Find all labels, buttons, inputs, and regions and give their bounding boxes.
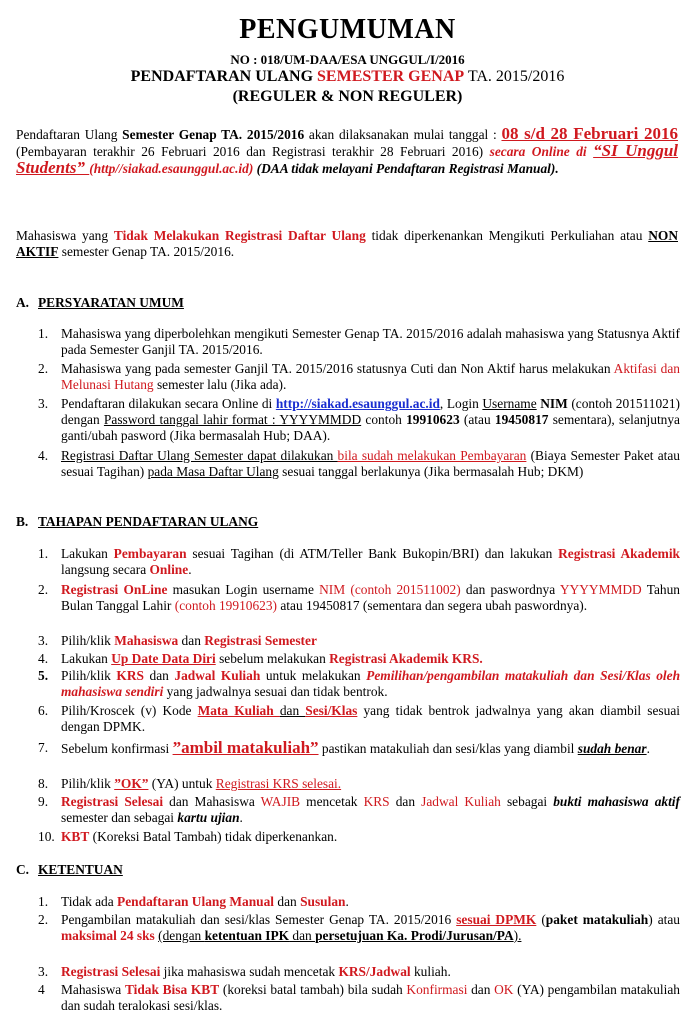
intro-paragraph-2: Mahasiswa yang Tidak Melakukan Registrasi Daftar Ulang tidak diperkenankan Mengikuti Perkuliahan atau NON AKTIF semester Genap TA. 2015/2016.: [16, 228, 678, 259]
section-b-item-10: 10. KBT (Koreksi Batal Tambah) tidak diperkenankan.: [38, 829, 338, 844]
section-c-heading: C. KETENTUAN: [16, 862, 123, 877]
section-a-item-1: 1. Mahasiswa yang diperbolehkan mengikuti Semester Genap TA. 2015/2016 adalah mahasiswa yang Statusnya Aktif pada Semester Ganjil TA. 2015/2016.: [38, 326, 680, 357]
section-c-item-1: 1. Tidak ada Pendaftaran Ulang Manual dan Susulan.: [38, 894, 349, 909]
page-title: PENGUMUMAN: [239, 14, 456, 45]
siakad-link[interactable]: http://siakad.esaunggul.ac.id: [275, 396, 440, 411]
section-b-heading: B. TAHAPAN PENDAFTARAN ULANG: [16, 514, 259, 529]
announcement-number: NO : 018/UM-DAA/ESA UNGGUL/I/2016: [230, 52, 465, 67]
section-b-item-4: 4. Lakukan Up Date Data Diri sebelum melakukan Registrasi Akademik KRS.: [38, 651, 483, 666]
section-b-item-6: 6. Pilih/Kroscek (v) Kode Mata Kuliah dan Sesi/Klas yang tidak bentrok jadwalnya yang akan diambil sesuai dengan DPMK.: [38, 703, 680, 734]
section-a-item-4: 4. Registrasi Daftar Ulang Semester dapat dilakukan bila sudah melakukan Pembayaran (Biaya Semester Paket atau sesuai Tagihan) pada Masa Daftar Ulang sesuai tanggal berlakunya (Jika bermasalah Hub; DKM): [38, 448, 680, 479]
section-c-item-3: 3. Registrasi Selesai jika mahasiswa sudah mencetak KRS/Jadwal kuliah.: [38, 964, 451, 979]
announcement-subtitle: PENDAFTARAN ULANG SEMESTER GENAP TA. 2015/2016: [130, 68, 565, 85]
section-a-item-3: 3. Pendaftaran dilakukan secara Online di http://siakad.esaunggul.ac.id, Login Username NIM (contoh 201511021) dengan Password tanggal lahir format : YYYYMMDD contoh 19910623 (atau 19450817 sementara), selanjutnya ganti/ubah pasword (Jika bermasalah Hub; DAA).: [38, 396, 680, 443]
section-a-item-2: 2. Mahasiswa yang pada semester Ganjil TA. 2015/2016 statusnya Cuti dan Non Aktif harus melakukan Aktifasi dan Melunasi Hutang semester lalu (Jika ada).: [38, 361, 680, 392]
section-b-item-3: 3. Pilih/klik Mahasiswa dan Registrasi Semester: [38, 633, 317, 648]
section-b-item-9: 9. Registrasi Selesai dan Mahasiswa WAJIB mencetak KRS dan Jadwal Kuliah sebagai bukti mahasiswa aktif semester dan sebagai kartu ujian.: [38, 794, 680, 825]
intro-paragraph-1: Pendaftaran Ulang Semester Genap TA. 2015/2016 akan dilaksanakan mulai tanggal : 08 s/d 28 Februari 2016 (Pembayaran terakhir 26 Februari 2016 dan Registrasi terakhir 28 Februari 2016) secara Online di “SI Unggul Students” (http//siakad.esaunggul.ac.id) (DAA tidak melayani Pendaftaran Registrasi Manual).: [16, 124, 679, 177]
section-c-item-2: 2. Pengambilan matakuliah dan sesi/klas Semester Genap TA. 2015/2016 sesuai DPMK (paket matakuliah) atau maksimal 24 sks (dengan ketentuan IPK dan persetujuan Ka. Prodi/Jurusan/PA).: [38, 912, 680, 943]
section-b-item-7: 7. Sebelum konfirmasi ”ambil matakuliah” pastikan matakuliah dan sesi/klas yang diambil sudah benar.: [38, 738, 650, 757]
section-b-item-8: 8. Pilih/klik ”OK” (YA) untuk Registrasi KRS selesai.: [38, 776, 342, 791]
section-b-item-2: 2. Registrasi OnLine masukan Login username NIM (contoh 201511002) dan paswordnya YYYYMMDD Tahun Bulan Tanggal Lahir (contoh 19910623) atau 19450817 (sementara dan segera ubah paswordnya).: [38, 582, 680, 613]
section-b-item-5: 5. Pilih/klik KRS dan Jadwal Kuliah untuk melakukan Pemilihan/pengambilan matakuliah dan Sesi/Klas oleh mahasiswa sendiri yang jadwalnya sesuai dan tidak bentrok.: [38, 668, 681, 699]
section-c-item-4: 4 Mahasiswa Tidak Bisa KBT (koreksi batal tambah) bila sudah Konfirmasi dan OK (YA) pengambilan matakuliah dan sudah teralokasi sesi/klas.: [38, 982, 680, 1013]
announcement-category: (REGULER & NON REGULER): [232, 88, 463, 105]
section-b-item-1: 1. Lakukan Pembayaran sesuai Tagihan (di ATM/Teller Bank Bukopin/BRI) dan lakukan Registrasi Akademik langsung secara Online.: [38, 546, 680, 577]
section-a-heading: A. PERSYARATAN UMUM: [16, 295, 184, 310]
